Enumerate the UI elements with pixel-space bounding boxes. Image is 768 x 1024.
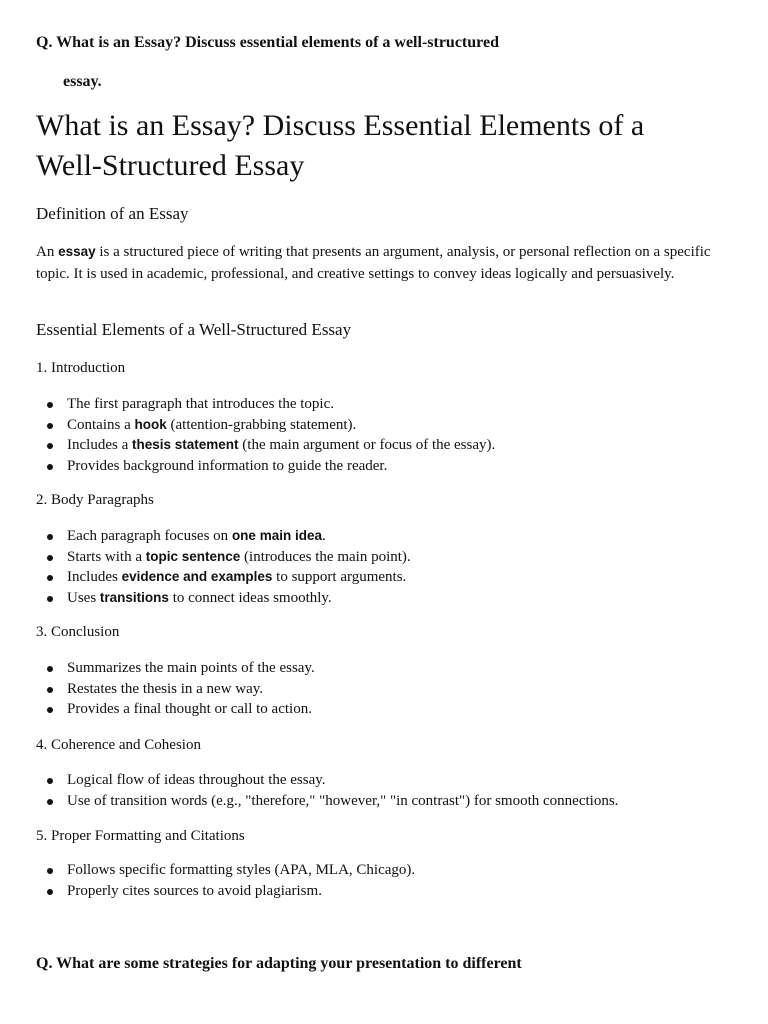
definition-heading: Definition of an Essay bbox=[36, 204, 189, 223]
item-keyword: thesis statement bbox=[131, 437, 239, 452]
item-text: Follows specific formatting styles (APA, MLA, Chicago). bbox=[67, 862, 416, 878]
bullet-icon bbox=[47, 575, 53, 581]
item-keyword: hook bbox=[134, 416, 167, 432]
item-text: Starts with a bbox=[67, 548, 146, 565]
list-item bbox=[36, 394, 736, 415]
item-text: (attention-grabbing statement). bbox=[166, 416, 357, 433]
section-heading-introduction: 1. Introduction bbox=[36, 360, 126, 376]
item-text: to connect ideas smoothly. bbox=[168, 589, 332, 606]
section-heading-conclusion: 3. Conclusion bbox=[36, 624, 120, 640]
question-heading: Q. What is an Essay? Discuss essential elements of a well-structured bbox=[36, 34, 499, 51]
bullet-icon bbox=[47, 596, 53, 602]
item-keyword: transitions bbox=[99, 589, 169, 605]
page-title bbox=[36, 106, 736, 186]
list-item bbox=[36, 567, 736, 588]
list-item bbox=[36, 881, 736, 902]
section-heading-coherence: 4. Coherence and Cohesion bbox=[36, 737, 201, 753]
bullet-icon bbox=[47, 799, 53, 805]
item-text: Uses bbox=[67, 589, 100, 606]
item-text: Logical flow of ideas throughout the essay. bbox=[67, 772, 326, 788]
page-title-line-2: Well-Structured Essay bbox=[36, 149, 305, 182]
definition-text-post: is a structured piece of writing that presents an argument, analysis, or personal reflection on a specific topic. It is used in academic, professional, and creative settings to convey ideas logically and persuasively. bbox=[36, 244, 711, 282]
item-text: Includes a bbox=[67, 437, 132, 453]
bullet-icon bbox=[47, 868, 53, 874]
coherence-list bbox=[36, 770, 736, 811]
item-text: . bbox=[321, 528, 326, 544]
list-item bbox=[36, 860, 736, 881]
item-text: Use of transition words (e.g., "therefore," "however," "in contrast") for smooth connections. bbox=[67, 792, 619, 809]
item-keyword: one main idea bbox=[231, 528, 322, 543]
definition-text-pre: An bbox=[36, 244, 59, 260]
bullet-icon bbox=[47, 555, 53, 561]
question-heading-continuation: essay. bbox=[63, 73, 102, 90]
section-heading-formatting: 5. Proper Formatting and Citations bbox=[36, 828, 245, 844]
item-text: to support arguments. bbox=[272, 569, 407, 585]
bullet-icon bbox=[47, 443, 53, 449]
list-item bbox=[36, 791, 736, 812]
section-heading-body-paragraphs: 2. Body Paragraphs bbox=[36, 492, 154, 508]
bullet-icon bbox=[47, 687, 53, 693]
item-text: Contains a bbox=[67, 416, 135, 433]
list-item bbox=[36, 679, 736, 700]
item-text: Provides a final thought or call to action. bbox=[67, 701, 312, 717]
next-question-heading: Q. What are some strategies for adapting your presentation to different bbox=[36, 955, 522, 972]
item-text: The first paragraph that introduces the topic. bbox=[67, 396, 334, 412]
list-item bbox=[36, 415, 736, 436]
formatting-list bbox=[36, 860, 736, 901]
item-text: Each paragraph focuses on bbox=[67, 528, 232, 544]
elements-heading: Essential Elements of a Well-Structured Essay bbox=[36, 320, 352, 339]
list-item bbox=[36, 699, 736, 720]
bullet-icon bbox=[47, 707, 53, 713]
list-item bbox=[36, 435, 736, 456]
conclusion-list bbox=[36, 658, 736, 720]
list-item bbox=[36, 456, 736, 477]
bullet-icon bbox=[47, 402, 53, 408]
list-item bbox=[36, 588, 736, 609]
bullet-icon bbox=[47, 423, 53, 429]
list-item bbox=[36, 526, 736, 547]
item-text: (the main argument or focus of the essay). bbox=[238, 437, 496, 453]
list-item bbox=[36, 770, 736, 791]
bullet-icon bbox=[47, 534, 53, 540]
item-text: Summarizes the main points of the essay. bbox=[67, 660, 315, 676]
introduction-list bbox=[36, 394, 736, 476]
bullet-icon bbox=[47, 778, 53, 784]
bullet-icon bbox=[47, 889, 53, 895]
definition-keyword: essay bbox=[58, 244, 96, 259]
definition-paragraph bbox=[36, 241, 726, 285]
item-text: Includes bbox=[67, 569, 122, 585]
list-item bbox=[36, 658, 736, 679]
item-keyword: evidence and examples bbox=[121, 569, 273, 584]
item-text: Properly cites sources to avoid plagiarism. bbox=[67, 882, 322, 899]
item-text: (introduces the main point). bbox=[240, 548, 411, 565]
list-item bbox=[36, 547, 736, 568]
body-paragraphs-list bbox=[36, 526, 736, 608]
item-text: Provides background information to guide the reader. bbox=[67, 457, 388, 474]
page-title-line-1: What is an Essay? Discuss Essential Elements of a bbox=[36, 109, 645, 142]
item-text: Restates the thesis in a new way. bbox=[67, 680, 264, 697]
item-keyword: topic sentence bbox=[145, 548, 241, 564]
bullet-icon bbox=[47, 464, 53, 470]
bullet-icon bbox=[47, 666, 53, 672]
